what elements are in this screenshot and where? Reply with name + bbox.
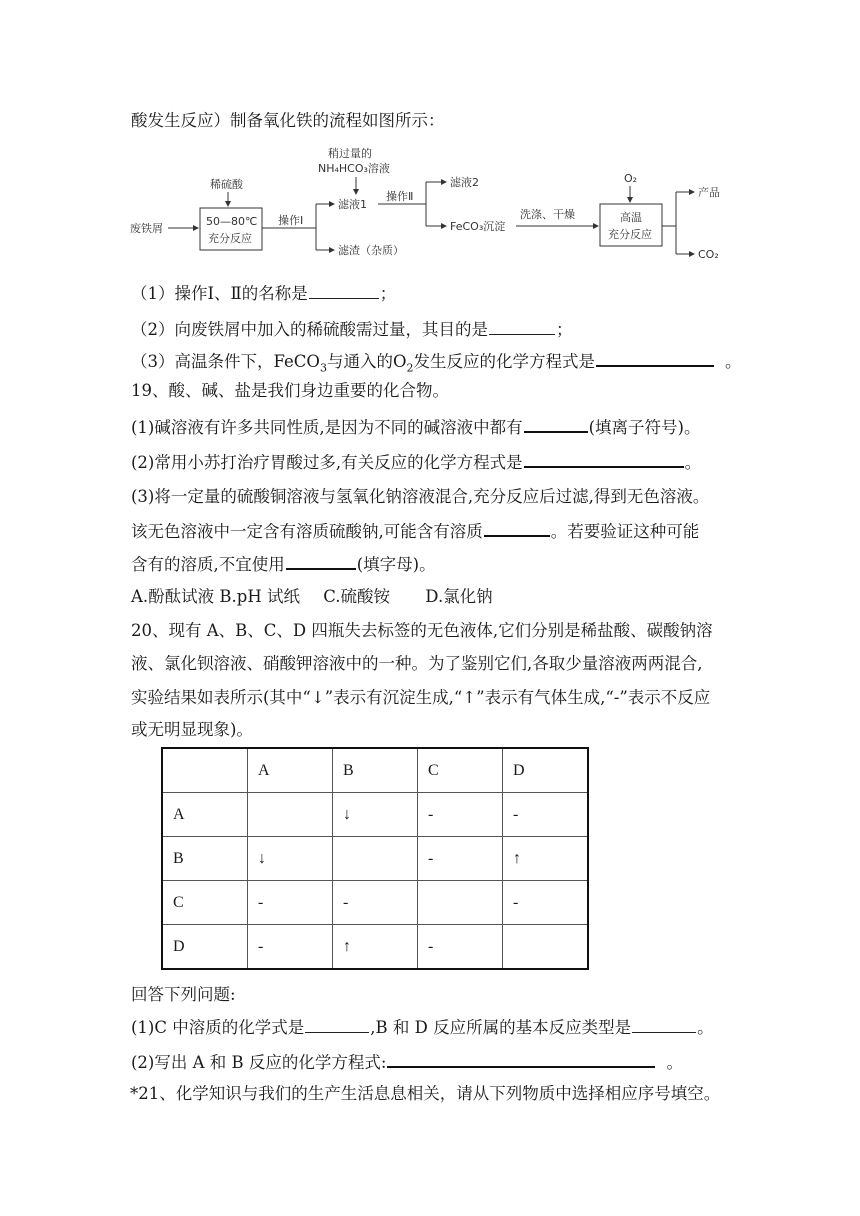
q19-part2: (2)常用小苏打治疗胃酸过多,有关反应的化学方程式是 。 — [131, 450, 701, 474]
table-cell: D — [503, 748, 589, 793]
q18-part1: （1）操作Ⅰ、Ⅱ的名称是 ； — [131, 284, 397, 303]
flow-dilute-acid: 稀硫酸 — [210, 178, 243, 191]
table-cell — [503, 925, 589, 970]
answer-blank[interactable] — [524, 450, 684, 468]
table-cell: ↓ — [333, 793, 418, 837]
option-d: D.氯化钠 — [425, 587, 493, 606]
q18-part3: （3）高温条件下，FeCO$_3$与通入的$O_2$发生反应的化学方程式是 。 — [131, 349, 742, 373]
table-cell: - — [248, 925, 333, 970]
q21-line1: *21、化学知识与我们的生产生活息息相关，请从下列物质中选择相应序号填空。 — [130, 1084, 721, 1103]
q19-part3-line1: (3)将一定量的硫酸铜溶液与氢氧化钠溶液混合,充分反应后过滤,得到无色溶液。 — [131, 487, 710, 506]
answer-blank[interactable] — [632, 1016, 696, 1033]
q20-part1: (1)C 中溶质的化学式是 ,B 和 D 反应所属的基本反应类型是 。 — [131, 1018, 714, 1037]
answer-blank[interactable] — [596, 349, 714, 367]
table-cell: A — [248, 748, 333, 793]
answer-blank[interactable] — [286, 552, 356, 570]
flow-co2: CO₂ — [698, 248, 719, 261]
q20-part2: (2)写出 A 和 B 反应的化学方程式: 。 — [131, 1050, 683, 1074]
table-cell: ↓ — [248, 837, 333, 881]
flow-o2: O₂ — [624, 172, 638, 185]
q20-line4: 或无明显现象)。 — [131, 720, 253, 739]
table-cell: B — [162, 837, 248, 881]
table-row — [162, 793, 588, 837]
process-flow-diagram — [128, 142, 728, 264]
answer-blank[interactable] — [524, 415, 588, 433]
table-cell: - — [503, 793, 589, 837]
q19-part3-line2: 该无色溶液中一定含有溶质硫酸钠,可能含有溶质 。若要验证这种可能 — [131, 519, 699, 543]
table-cell: B — [333, 748, 418, 793]
table-cell — [418, 881, 503, 925]
q19-part1: (1)碱溶液有许多共同性质,是因为不同的碱溶液中都有 (填离子符号)。 — [131, 415, 701, 439]
option-a: A.酚酞试液 — [131, 587, 215, 606]
table-cell: - — [503, 881, 589, 925]
q18-part2: （2）向废铁屑中加入的稀硫酸需过量，其目的是 ； — [131, 320, 573, 339]
flow-reagent-line2: NH₄HCO₃溶液 — [318, 162, 390, 175]
option-c: C.硫酸铵 — [323, 587, 391, 606]
table-cell: A — [162, 793, 248, 837]
flow-filtrate2: 滤液2 — [450, 176, 479, 189]
table-cell: ↑ — [503, 837, 589, 881]
reaction-table — [161, 747, 589, 970]
flow-box1-line2: 充分反应 — [208, 232, 252, 245]
flow-residue: 滤渣（杂质） — [338, 244, 404, 257]
table-cell — [248, 793, 333, 837]
flow-box1-line1: 50—80℃ — [206, 215, 258, 228]
q20-line2: 液、氯化钡溶液、硝酸钾溶液中的一种。为了鉴别它们,各取少量溶液两两混合, — [131, 654, 703, 673]
flow-scrap: 废铁屑 — [130, 222, 163, 235]
table-cell — [333, 837, 418, 881]
answer-blank[interactable] — [305, 1016, 369, 1033]
flow-op1: 操作Ⅰ — [278, 214, 304, 227]
option-b: B.pH 试纸 — [219, 587, 300, 606]
flow-op2: 操作Ⅱ — [386, 190, 414, 203]
q19-part3-line3: 含有的溶质,不宜使用 (填字母)。 — [131, 552, 436, 576]
table-row — [162, 925, 588, 970]
q19-title: 19、酸、碱、盐是我们身边重要的化合物。 — [131, 381, 449, 400]
answer-blank[interactable] — [484, 519, 550, 537]
table-cell: - — [333, 881, 418, 925]
table-cell: - — [418, 925, 503, 970]
table-cell: D — [162, 925, 248, 970]
table-cell — [162, 748, 248, 793]
flow-box2-line2: 充分反应 — [608, 228, 652, 241]
q20-answer-prompt: 回答下列问题: — [131, 985, 236, 1004]
q19-options — [131, 586, 493, 608]
table-cell: ↑ — [333, 925, 418, 970]
table-cell: - — [418, 837, 503, 881]
flow-filtrate1: 滤液1 — [338, 198, 367, 211]
q20-line3: 实验结果如表所示(其中“↓”表示有沉淀生成,“↑”表示有气体生成,“-”表示不反应 — [131, 688, 711, 707]
answer-blank[interactable] — [489, 318, 555, 335]
flow-box2-line1: 高温 — [620, 211, 642, 224]
flow-product: 产品 — [698, 186, 720, 199]
table-row — [162, 748, 588, 793]
intro-text: 酸发生反应）制备氧化铁的流程如图所示： — [131, 111, 445, 130]
table-cell: - — [248, 881, 333, 925]
table-row — [162, 837, 588, 881]
answer-blank[interactable] — [387, 1050, 655, 1068]
table-row — [162, 881, 588, 925]
flow-reagent-line1: 稍过量的 — [328, 147, 372, 160]
q20-line1: 20、现有 A、B、C、D 四瓶失去标签的无色液体,它们分别是稀盐酸、碳酸钠溶 — [131, 621, 713, 640]
answer-blank[interactable] — [309, 282, 379, 299]
table-cell: C — [418, 748, 503, 793]
flow-precipitate: FeCO₃沉淀 — [450, 220, 506, 233]
flow-wash-dry: 洗涤、干燥 — [520, 208, 575, 221]
table-cell: C — [162, 881, 248, 925]
table-cell: - — [418, 793, 503, 837]
